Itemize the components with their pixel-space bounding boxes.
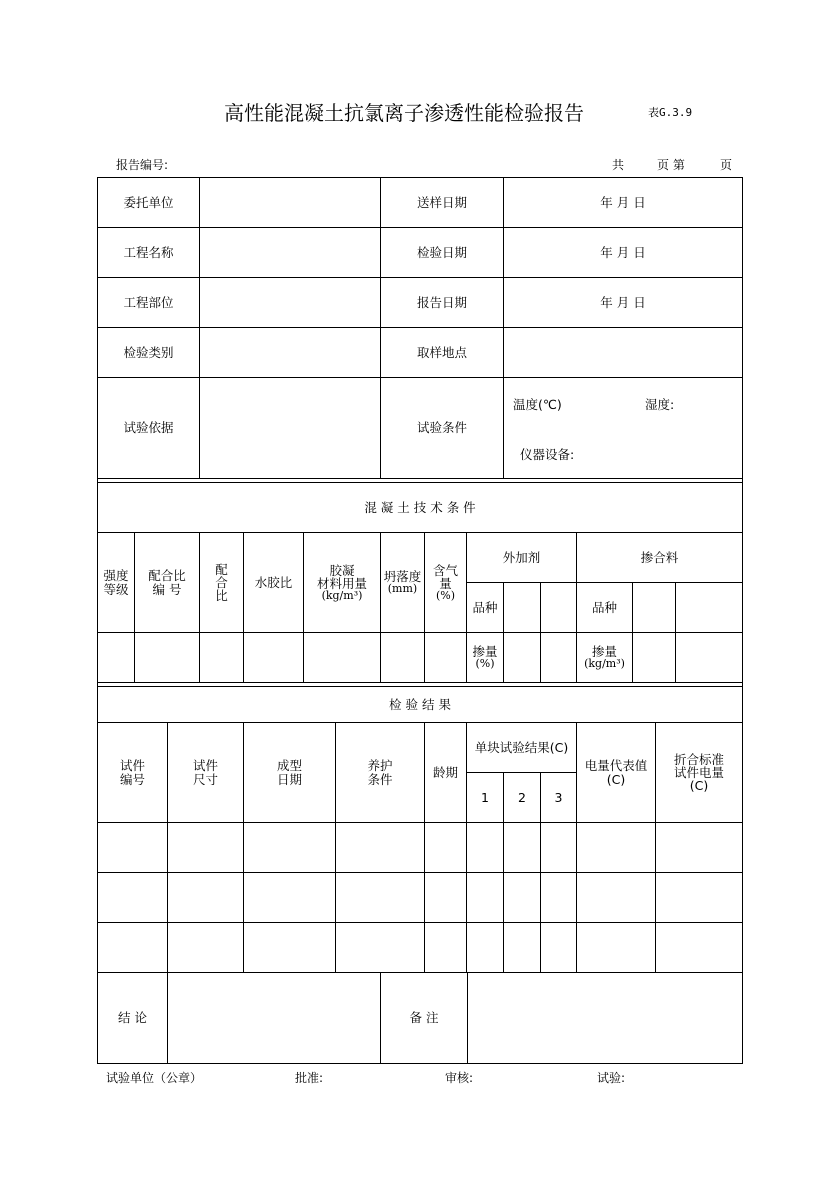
footer-approve: 批准: xyxy=(295,1071,324,1085)
header-specimen-no xyxy=(97,722,168,823)
field-sample_date_label-label: 年 月 日 xyxy=(600,194,646,210)
border-line xyxy=(742,478,743,483)
result-field[interactable] xyxy=(167,922,244,973)
header-mix-ratio xyxy=(199,532,244,633)
header-result-3-text xyxy=(555,791,563,804)
label-test_date_label xyxy=(380,227,504,278)
header-result-3-label: 3 xyxy=(554,789,563,805)
field-sample_date_label xyxy=(503,177,743,228)
header-binder-label: 胶凝 材料用量 xyxy=(316,562,367,591)
header-representative xyxy=(576,722,656,823)
label-category_label xyxy=(97,327,200,378)
label-project_label-label: 工程名称 xyxy=(123,244,174,260)
header-mix-no-text xyxy=(148,569,186,595)
result-field[interactable] xyxy=(466,872,504,923)
humidity-label: 湿度: xyxy=(645,397,675,412)
header-slump-text xyxy=(384,570,422,595)
label-sample_date_label-label: 送样日期 xyxy=(416,194,467,210)
header-strength-grade xyxy=(97,532,135,633)
label-sample_date_label xyxy=(380,177,504,228)
field-remarks[interactable] xyxy=(467,972,743,1064)
border-line xyxy=(97,682,98,687)
header-wb-ratio xyxy=(243,532,304,633)
header-mineral xyxy=(576,532,743,583)
header-age xyxy=(424,722,467,823)
header-single-result xyxy=(466,722,577,773)
label-sampling_place_label-label: 取样地点 xyxy=(416,344,467,360)
page-end-label: 页 xyxy=(720,158,733,172)
header-result-2-label: 2 xyxy=(518,789,526,805)
field-part_label[interactable] xyxy=(199,277,381,328)
result-field[interactable] xyxy=(540,872,577,923)
label-part_label-text xyxy=(123,296,173,309)
result-field[interactable] xyxy=(335,872,425,923)
header-binder xyxy=(303,532,381,633)
concrete-field[interactable] xyxy=(380,632,425,683)
header-mineral-text xyxy=(641,551,679,564)
footer-review: 审核: xyxy=(445,1071,474,1085)
concrete-field[interactable] xyxy=(243,632,304,683)
label-basis_label xyxy=(97,377,200,479)
field-report_date_label-label: 年 月 日 xyxy=(600,294,646,310)
header-admixture-text xyxy=(503,551,541,564)
header-mineral-label: 掺合料 xyxy=(640,549,679,565)
admixture-variety-field[interactable] xyxy=(540,582,577,633)
page-total-label: 共 xyxy=(612,158,625,172)
footer-tester: 试验: xyxy=(597,1071,626,1085)
field-test_date_label-text xyxy=(600,246,645,259)
header-result-1-text xyxy=(481,791,489,804)
label-conclusion-label: 结 论 xyxy=(118,1010,147,1026)
results-section-title-label: 检 验 结 果 xyxy=(389,696,451,712)
label-conclusion-text xyxy=(118,1011,147,1024)
header-mix-no-label: 配合比 编 号 xyxy=(148,568,186,597)
result-field[interactable] xyxy=(576,822,656,873)
concrete-section-title xyxy=(97,482,743,533)
result-field[interactable] xyxy=(424,872,467,923)
header-mix-ratio-label: 配 合 比 xyxy=(215,561,228,604)
label-part_label xyxy=(97,277,200,328)
result-field[interactable] xyxy=(97,872,168,923)
concrete-field[interactable] xyxy=(97,632,135,683)
header-strength-grade-text xyxy=(103,569,128,595)
field-report_date_label xyxy=(503,277,743,328)
concrete-field[interactable] xyxy=(134,632,200,683)
label-client_label-label: 委托单位 xyxy=(123,194,174,210)
border-line xyxy=(97,478,98,483)
admixture-variety-label-text xyxy=(472,601,497,614)
label-basis_label-text xyxy=(123,421,173,434)
admixture-dosage-label-text xyxy=(472,645,497,670)
label-conditions_label-label: 试验条件 xyxy=(416,420,467,436)
field-sampling_place_label[interactable] xyxy=(503,327,743,378)
header-single-result-label: 单块试验结果(C) xyxy=(474,739,569,755)
header-curing-text xyxy=(367,759,392,785)
admixture-variety-label-label: 品种 xyxy=(472,599,498,615)
header-slump xyxy=(380,532,425,633)
header-age-label: 龄期 xyxy=(432,764,458,780)
field-project_label[interactable] xyxy=(199,227,381,278)
label-report_date_label xyxy=(380,277,504,328)
header-representative-label: 电量代表值 (C) xyxy=(584,758,648,787)
label-conclusion xyxy=(97,972,168,1064)
header-representative-text xyxy=(585,759,648,785)
header-specimen-size xyxy=(167,722,244,823)
result-field[interactable] xyxy=(167,872,244,923)
label-report_date_label-text xyxy=(417,296,467,309)
result-field[interactable] xyxy=(466,922,504,973)
header-curing-label: 养护 条件 xyxy=(367,758,393,787)
header-binder-text xyxy=(317,564,367,602)
result-field[interactable] xyxy=(576,922,656,973)
label-remarks xyxy=(380,972,468,1064)
label-category_label-label: 检验类别 xyxy=(123,344,174,360)
header-wb-ratio-text xyxy=(255,576,293,589)
admixture-dosage-field[interactable] xyxy=(540,632,577,683)
label-remarks-text xyxy=(410,1011,439,1024)
label-conditions_label-text xyxy=(417,421,467,434)
header-slump-label: 坍落度 xyxy=(383,569,422,585)
footer-unit: 试验单位（公章） xyxy=(106,1071,203,1085)
field-conditions_label[interactable] xyxy=(503,377,743,479)
field-test_date_label xyxy=(503,227,743,278)
result-field[interactable] xyxy=(97,822,168,873)
admixture-dosage-label-label: 掺量 xyxy=(472,644,498,660)
form-code: 表G.3.9 xyxy=(648,106,693,119)
result-field[interactable] xyxy=(540,922,577,973)
mineral-variety-field[interactable] xyxy=(632,582,676,633)
header-single-result-text xyxy=(475,741,568,754)
header-admixture xyxy=(466,532,577,583)
header-mix-no xyxy=(134,532,200,633)
result-field[interactable] xyxy=(167,822,244,873)
header-result-1 xyxy=(466,772,504,823)
field-category_label[interactable] xyxy=(199,327,381,378)
header-converted-text xyxy=(674,753,724,792)
field-client_label[interactable] xyxy=(199,177,381,228)
header-wb-ratio-label: 水胶比 xyxy=(254,574,293,590)
header-strength-grade-label: 强度 等级 xyxy=(103,568,129,597)
result-field[interactable] xyxy=(97,922,168,973)
mineral-variety-field[interactable] xyxy=(675,582,743,633)
concrete-section-title-label: 混 凝 土 技 术 条 件 xyxy=(364,499,476,515)
mineral-variety-label-label: 品种 xyxy=(591,599,617,615)
label-report_date_label-label: 报告日期 xyxy=(416,294,467,310)
header-result-3 xyxy=(540,772,577,823)
label-category_label-text xyxy=(123,346,173,359)
admixture-dosage-label-unit: (%) xyxy=(475,657,495,671)
result-field[interactable] xyxy=(540,822,577,873)
label-basis_label-label: 试验依据 xyxy=(123,420,174,436)
header-curing xyxy=(335,722,425,823)
header-converted-label: 折合标准 试件电量 (C) xyxy=(673,751,724,794)
result-field[interactable] xyxy=(424,922,467,973)
field-test_date_label-label: 年 月 日 xyxy=(600,244,646,260)
mineral-dosage-label xyxy=(576,632,633,683)
mineral-dosage-label-unit: (kg/m³) xyxy=(584,657,625,671)
result-field[interactable] xyxy=(466,822,504,873)
field-conclusion[interactable] xyxy=(167,972,381,1064)
label-project_label-text xyxy=(123,246,173,259)
results-section-title xyxy=(97,686,743,723)
concrete-section-title-text xyxy=(364,501,475,514)
header-result-2-text xyxy=(518,791,526,804)
header-specimen-size-label: 试件 尺寸 xyxy=(192,758,218,787)
header-air-label: 含气 量 xyxy=(432,562,458,591)
label-part_label-label: 工程部位 xyxy=(123,294,174,310)
header-mix-ratio-text xyxy=(215,563,228,602)
header-specimen-no-text xyxy=(120,759,145,785)
mineral-variety-label xyxy=(576,582,633,633)
result-field[interactable] xyxy=(655,822,743,873)
label-test_date_label-label: 检验日期 xyxy=(416,244,467,260)
label-sampling_place_label xyxy=(380,327,504,378)
header-molding-date-label: 成型 日期 xyxy=(276,758,302,787)
report-title: 高性能混凝土抗氯离子渗透性能检验报告 xyxy=(224,101,584,125)
header-slump-unit: (mm) xyxy=(387,582,418,596)
result-field[interactable] xyxy=(655,922,743,973)
page-current-label: 页 第 xyxy=(657,158,685,172)
mineral-dosage-field[interactable] xyxy=(675,632,743,683)
result-field[interactable] xyxy=(424,822,467,873)
header-air-unit: (%) xyxy=(435,588,456,602)
result-field[interactable] xyxy=(243,822,336,873)
result-field[interactable] xyxy=(503,922,541,973)
result-field[interactable] xyxy=(655,872,743,923)
label-client_label xyxy=(97,177,200,228)
header-air-text xyxy=(433,564,458,602)
concrete-field[interactable] xyxy=(303,632,381,683)
report-number-label: 报告编号: xyxy=(116,158,169,172)
result-field[interactable] xyxy=(503,822,541,873)
field-report_date_label-text xyxy=(600,296,645,309)
results-section-title-text xyxy=(389,698,451,711)
concrete-field[interactable] xyxy=(199,632,244,683)
header-air xyxy=(424,532,467,633)
admixture-dosage-field[interactable] xyxy=(503,632,541,683)
label-test_date_label-text xyxy=(417,246,467,259)
temperature-label: 温度(℃) xyxy=(513,397,562,412)
header-binder-unit: (kg/m³) xyxy=(321,588,363,602)
result-field[interactable] xyxy=(576,872,656,923)
header-result-2 xyxy=(503,772,541,823)
mineral-dosage-label-text xyxy=(584,645,625,670)
field-sample_date_label-text xyxy=(600,196,645,209)
mineral-dosage-label-label: 掺量 xyxy=(591,644,617,660)
border-line xyxy=(742,682,743,687)
admixture-variety-field[interactable] xyxy=(503,582,541,633)
result-field[interactable] xyxy=(243,872,336,923)
label-sampling_place_label-text xyxy=(417,346,467,359)
mineral-dosage-field[interactable] xyxy=(632,632,676,683)
admixture-variety-label xyxy=(466,582,504,633)
label-sample_date_label-text xyxy=(417,196,467,209)
label-client_label-text xyxy=(123,196,173,209)
header-specimen-size-text xyxy=(193,759,218,785)
label-project_label xyxy=(97,227,200,278)
header-specimen-no-label: 试件 编号 xyxy=(119,758,145,787)
result-field[interactable] xyxy=(503,872,541,923)
result-field[interactable] xyxy=(243,922,336,973)
label-conditions_label xyxy=(380,377,504,479)
header-admixture-label: 外加剂 xyxy=(502,549,541,565)
header-molding-date-text xyxy=(277,759,302,785)
result-field[interactable] xyxy=(335,922,425,973)
admixture-dosage-label xyxy=(466,632,504,683)
header-age-text xyxy=(433,766,458,779)
header-converted xyxy=(655,722,743,823)
field-basis_label[interactable] xyxy=(199,377,381,479)
label-remarks-label: 备 注 xyxy=(409,1010,439,1026)
header-result-1-label: 1 xyxy=(481,789,489,805)
concrete-field[interactable] xyxy=(424,632,467,683)
equipment-label: 仪器设备: xyxy=(520,447,575,462)
header-molding-date xyxy=(243,722,336,823)
mineral-variety-label-text xyxy=(592,601,617,614)
result-field[interactable] xyxy=(335,822,425,873)
